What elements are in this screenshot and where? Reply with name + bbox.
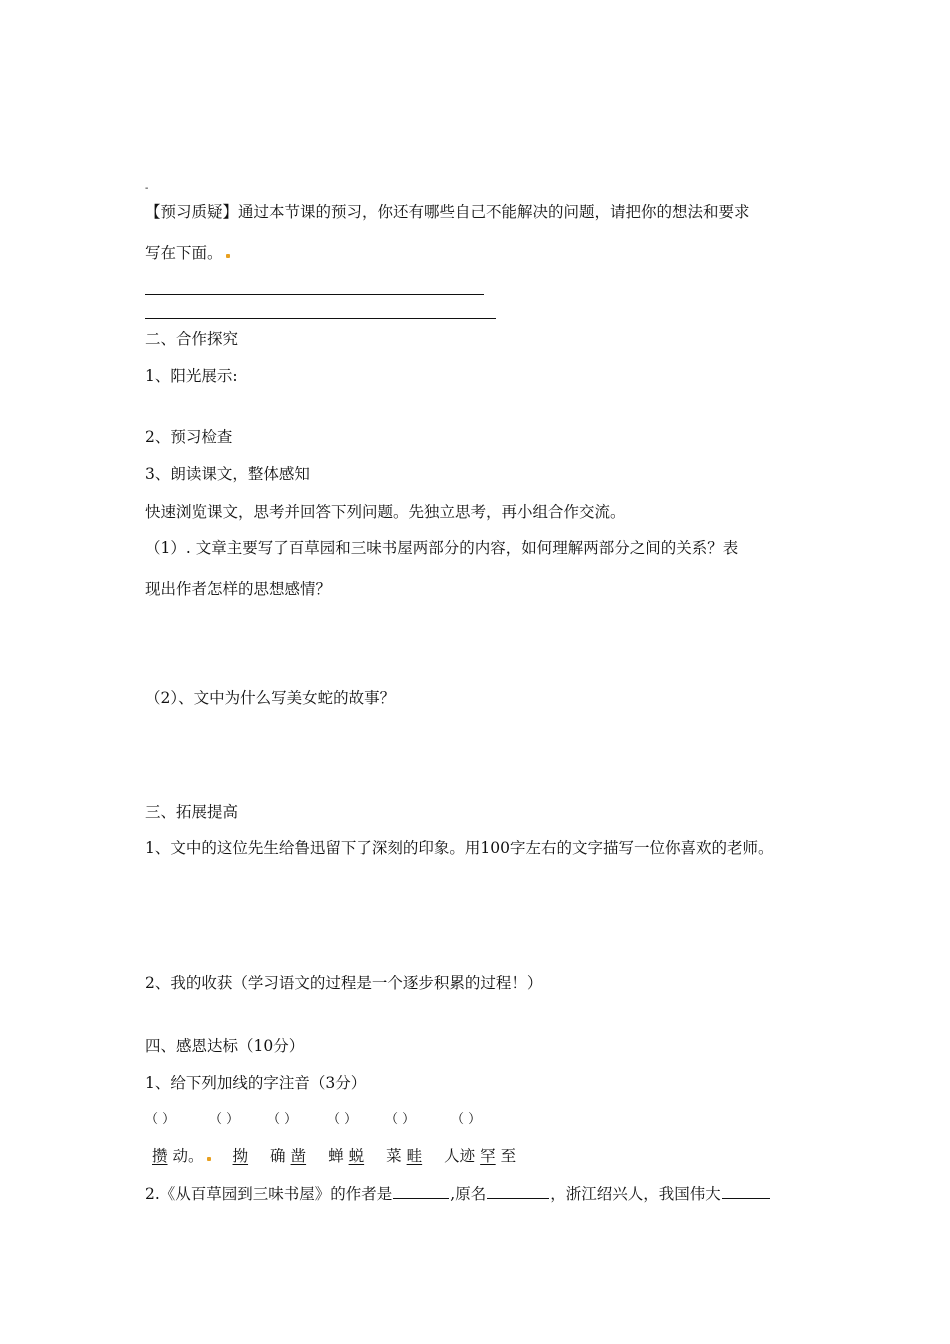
fill-blank-author[interactable]: [393, 1184, 449, 1199]
word-5: 菜 畦: [386, 1147, 423, 1165]
section-3-item-2: 2、我的收获（学习语文的过程是一个逐步积累的过程！）: [145, 974, 543, 992]
pinyin-parens-row: [145, 1110, 493, 1130]
paren-6: （ ）: [451, 1112, 482, 1127]
section-4-item-1: 1、给下列加线的字注音（3分）: [145, 1074, 367, 1092]
section-2-item-2: 2、预习检查: [145, 428, 233, 446]
word-2: 拗: [232, 1147, 249, 1165]
question-2: （2）、文中为什么写美女蛇的故事？: [145, 689, 396, 707]
question-1-line1: （1）. 文章主要写了百草园和三味书屋两部分的内容，如何理解两部分之间的关系？表: [145, 539, 739, 557]
section-4-item-2: 2.《从百草园到三味书屋》的作者是 ,原名 ，浙江绍兴人，我国伟大: [145, 1184, 771, 1204]
section-4-title: 四、感恩达标（10分）: [145, 1037, 305, 1055]
section-2-title: 二、合作探究: [145, 330, 239, 348]
paren-1: （ ）: [145, 1112, 176, 1127]
preview-question-line1: 【预习质疑】通过本节课的预习，你还有哪些自己不能解决的问题，请把你的想法和要求: [145, 203, 750, 221]
paren-4: （ ）: [327, 1112, 358, 1127]
word-1: 攒 动。: [152, 1146, 211, 1166]
section-2-item-1: 1、阳光展示:: [145, 367, 238, 385]
mark-dot: [226, 254, 230, 258]
section-3-item-1: 1、文中的这位先生给鲁迅留下了深刻的印象。用100字左右的文字描写一位你喜欢的老师。: [145, 839, 774, 857]
answer-line-1: [145, 294, 484, 295]
section-3-title: 三、拓展提高: [145, 803, 239, 821]
paren-3: （ ）: [267, 1112, 298, 1127]
section-2-instruction: 快速浏览课文，思考并回答下列问题。先独立思考，再小组合作交流。: [145, 503, 626, 521]
word-4: 蝉 蜕: [328, 1147, 365, 1165]
paren-5: （ ）: [385, 1112, 416, 1127]
word-3: 确 凿: [270, 1147, 307, 1165]
fill-blank-original-name[interactable]: [487, 1184, 549, 1199]
word-6: 人迹 罕 至: [444, 1147, 517, 1165]
words-row: [152, 1146, 538, 1166]
answer-line-2: [145, 318, 496, 319]
fill-blank-title[interactable]: [722, 1184, 770, 1199]
section-2-item-3: 3、朗读课文，整体感知: [145, 465, 310, 483]
header-dash: -: [145, 183, 149, 194]
paren-2: （ ）: [209, 1112, 240, 1127]
preview-question-line2: 写在下面。: [145, 243, 230, 263]
question-1-line2: 现出作者怎样的思想感情？: [145, 580, 332, 598]
mark-dot: [207, 1157, 211, 1161]
